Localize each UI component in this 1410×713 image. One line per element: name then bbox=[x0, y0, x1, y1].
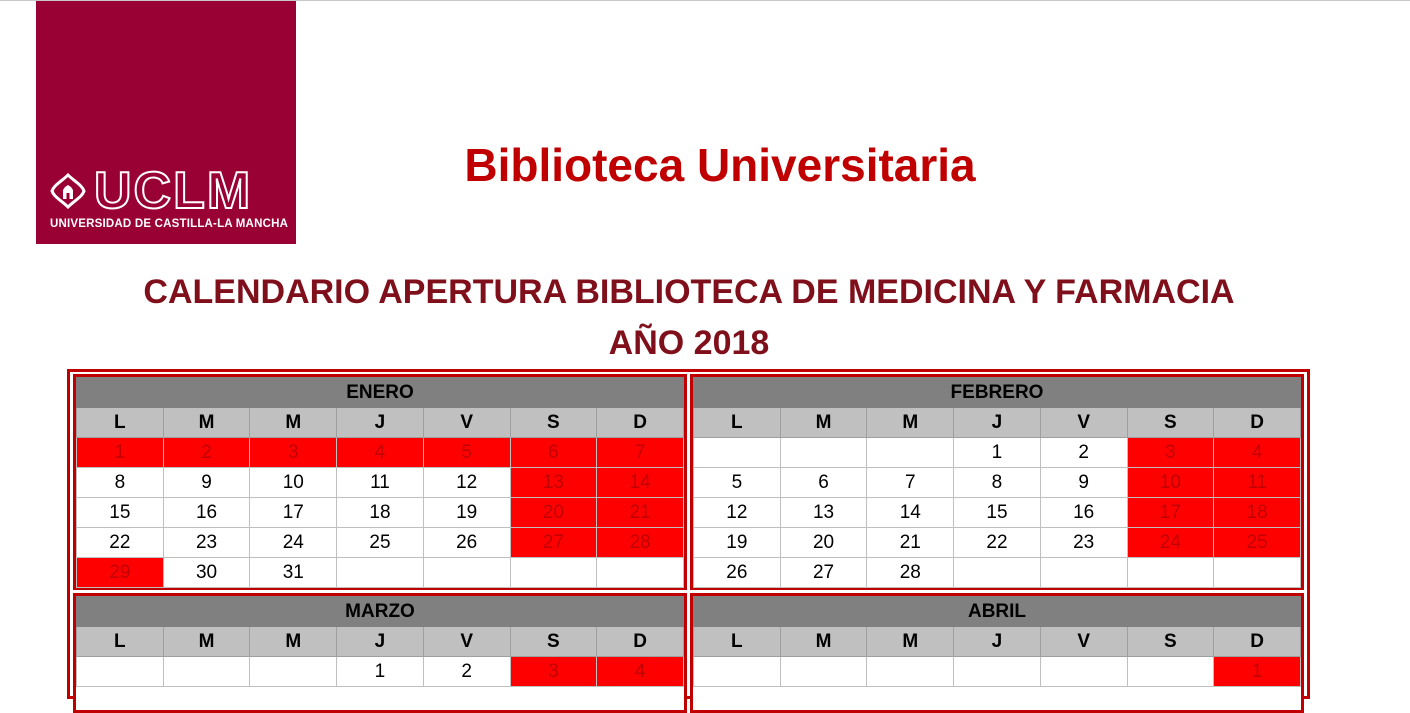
day-cell: 22 bbox=[954, 528, 1041, 558]
month-table bbox=[76, 377, 684, 588]
day-cell-closed: 28 bbox=[597, 528, 684, 558]
day-cell-closed: 29 bbox=[77, 558, 164, 588]
day-cell: 15 bbox=[77, 498, 164, 528]
weekday-header: L bbox=[694, 627, 781, 657]
day-cell-closed: 18 bbox=[1214, 498, 1301, 528]
day-cell bbox=[597, 558, 684, 588]
weekday-header: M bbox=[163, 408, 250, 438]
day-cell-closed: 7 bbox=[597, 438, 684, 468]
day-cell-closed: 13 bbox=[510, 468, 597, 498]
day-cell: 2 bbox=[1040, 438, 1127, 468]
weekday-header: S bbox=[1127, 408, 1214, 438]
weekday-header: D bbox=[597, 408, 684, 438]
day-cell: 20 bbox=[780, 528, 867, 558]
week-row bbox=[694, 438, 1301, 468]
day-cell-closed: 5 bbox=[423, 438, 510, 468]
day-cell bbox=[337, 558, 424, 588]
site-title: Biblioteca Universitaria bbox=[464, 139, 976, 191]
weekday-header: S bbox=[1127, 627, 1214, 657]
uclm-logo bbox=[36, 1, 296, 244]
day-cell-closed: 6 bbox=[510, 438, 597, 468]
day-cell bbox=[1214, 558, 1301, 588]
weekday-header: D bbox=[1214, 408, 1301, 438]
day-cell-closed: 17 bbox=[1127, 498, 1214, 528]
day-cell bbox=[954, 657, 1041, 687]
day-cell: 12 bbox=[694, 498, 781, 528]
day-cell: 18 bbox=[337, 498, 424, 528]
day-cell: 8 bbox=[77, 468, 164, 498]
day-cell: 19 bbox=[694, 528, 781, 558]
castle-emblem-icon bbox=[48, 171, 88, 211]
day-cell: 12 bbox=[423, 468, 510, 498]
day-cell bbox=[780, 438, 867, 468]
day-cell: 25 bbox=[337, 528, 424, 558]
day-cell: 19 bbox=[423, 498, 510, 528]
weekday-header: M bbox=[780, 408, 867, 438]
day-cell bbox=[780, 657, 867, 687]
day-cell-closed: 4 bbox=[337, 438, 424, 468]
day-cell: 9 bbox=[163, 468, 250, 498]
day-cell: 7 bbox=[867, 468, 954, 498]
month-block bbox=[690, 593, 1304, 713]
week-row bbox=[694, 468, 1301, 498]
day-cell-closed: 3 bbox=[510, 657, 597, 687]
day-cell: 13 bbox=[780, 498, 867, 528]
day-cell-closed: 4 bbox=[597, 657, 684, 687]
day-cell: 6 bbox=[780, 468, 867, 498]
day-cell bbox=[867, 438, 954, 468]
weekday-header: V bbox=[1040, 408, 1127, 438]
day-cell bbox=[163, 657, 250, 687]
day-cell: 23 bbox=[163, 528, 250, 558]
week-row bbox=[694, 657, 1301, 687]
day-cell-closed: 3 bbox=[250, 438, 337, 468]
weekday-header: V bbox=[423, 627, 510, 657]
day-cell bbox=[954, 558, 1041, 588]
day-cell: 31 bbox=[250, 558, 337, 588]
logo-tagline: UNIVERSIDAD DE CASTILLA-LA MANCHA bbox=[50, 218, 289, 230]
weekday-header: M bbox=[867, 627, 954, 657]
day-cell-closed: 20 bbox=[510, 498, 597, 528]
day-cell: 26 bbox=[423, 528, 510, 558]
day-cell: 8 bbox=[954, 468, 1041, 498]
day-cell bbox=[250, 657, 337, 687]
weekday-header: L bbox=[694, 408, 781, 438]
day-cell bbox=[1127, 558, 1214, 588]
day-cell-closed: 27 bbox=[510, 528, 597, 558]
page-title: CALENDARIO APERTURA BIBLIOTECA DE MEDICINA Y FARMACIA bbox=[143, 273, 1235, 311]
day-cell-closed: 3 bbox=[1127, 438, 1214, 468]
day-cell-closed: 4 bbox=[1214, 438, 1301, 468]
month-block bbox=[73, 593, 687, 713]
day-cell bbox=[510, 558, 597, 588]
weekday-header: J bbox=[954, 627, 1041, 657]
logo-wordmark: UCLM bbox=[94, 162, 253, 220]
day-cell-closed: 1 bbox=[77, 438, 164, 468]
day-cell bbox=[77, 657, 164, 687]
day-cell bbox=[694, 657, 781, 687]
weekday-header: J bbox=[337, 408, 424, 438]
day-cell bbox=[1127, 657, 1214, 687]
month-name: FEBRERO bbox=[694, 378, 1301, 408]
weekday-header: D bbox=[597, 627, 684, 657]
day-cell: 1 bbox=[954, 438, 1041, 468]
month-name: ABRIL bbox=[694, 597, 1301, 627]
weekday-header: S bbox=[510, 408, 597, 438]
day-cell-closed: 21 bbox=[597, 498, 684, 528]
weekday-header: J bbox=[337, 627, 424, 657]
day-cell: 17 bbox=[250, 498, 337, 528]
month-name: MARZO bbox=[77, 597, 684, 627]
day-cell: 15 bbox=[954, 498, 1041, 528]
day-cell: 27 bbox=[780, 558, 867, 588]
day-cell bbox=[694, 438, 781, 468]
week-row bbox=[694, 528, 1301, 558]
weekday-header: J bbox=[954, 408, 1041, 438]
day-cell: 1 bbox=[337, 657, 424, 687]
weekday-header: M bbox=[163, 627, 250, 657]
month-table bbox=[693, 596, 1301, 687]
month-name: ENERO bbox=[77, 378, 684, 408]
weekday-header: M bbox=[250, 627, 337, 657]
weekday-header: L bbox=[77, 627, 164, 657]
weekday-header: M bbox=[250, 408, 337, 438]
day-cell bbox=[867, 657, 954, 687]
week-row bbox=[77, 528, 684, 558]
day-cell: 2 bbox=[423, 657, 510, 687]
week-row bbox=[77, 438, 684, 468]
page-subtitle-year: AÑO 2018 bbox=[608, 324, 770, 362]
day-cell: 21 bbox=[867, 528, 954, 558]
week-row bbox=[77, 558, 684, 588]
day-cell: 28 bbox=[867, 558, 954, 588]
month-block bbox=[73, 374, 687, 590]
day-cell: 16 bbox=[1040, 498, 1127, 528]
day-cell: 16 bbox=[163, 498, 250, 528]
week-row bbox=[77, 657, 684, 687]
month-block bbox=[690, 374, 1304, 590]
weekday-header: V bbox=[423, 408, 510, 438]
day-cell bbox=[1040, 558, 1127, 588]
day-cell bbox=[1040, 657, 1127, 687]
week-row bbox=[694, 498, 1301, 528]
day-cell: 14 bbox=[867, 498, 954, 528]
weekday-header: M bbox=[780, 627, 867, 657]
day-cell-closed: 2 bbox=[163, 438, 250, 468]
month-table bbox=[693, 377, 1301, 588]
weekday-header: D bbox=[1214, 627, 1301, 657]
day-cell: 30 bbox=[163, 558, 250, 588]
week-row bbox=[77, 498, 684, 528]
week-row bbox=[77, 468, 684, 498]
day-cell-closed: 25 bbox=[1214, 528, 1301, 558]
weekday-header: S bbox=[510, 627, 597, 657]
day-cell bbox=[423, 558, 510, 588]
day-cell: 26 bbox=[694, 558, 781, 588]
day-cell: 10 bbox=[250, 468, 337, 498]
weekday-header: L bbox=[77, 408, 164, 438]
day-cell-closed: 10 bbox=[1127, 468, 1214, 498]
day-cell: 22 bbox=[77, 528, 164, 558]
day-cell: 9 bbox=[1040, 468, 1127, 498]
day-cell-closed: 1 bbox=[1214, 657, 1301, 687]
week-row bbox=[694, 558, 1301, 588]
month-table bbox=[76, 596, 684, 687]
day-cell: 24 bbox=[250, 528, 337, 558]
day-cell-closed: 14 bbox=[597, 468, 684, 498]
day-cell: 23 bbox=[1040, 528, 1127, 558]
day-cell-closed: 11 bbox=[1214, 468, 1301, 498]
weekday-header: M bbox=[867, 408, 954, 438]
day-cell: 11 bbox=[337, 468, 424, 498]
weekday-header: V bbox=[1040, 627, 1127, 657]
day-cell: 5 bbox=[694, 468, 781, 498]
day-cell-closed: 24 bbox=[1127, 528, 1214, 558]
